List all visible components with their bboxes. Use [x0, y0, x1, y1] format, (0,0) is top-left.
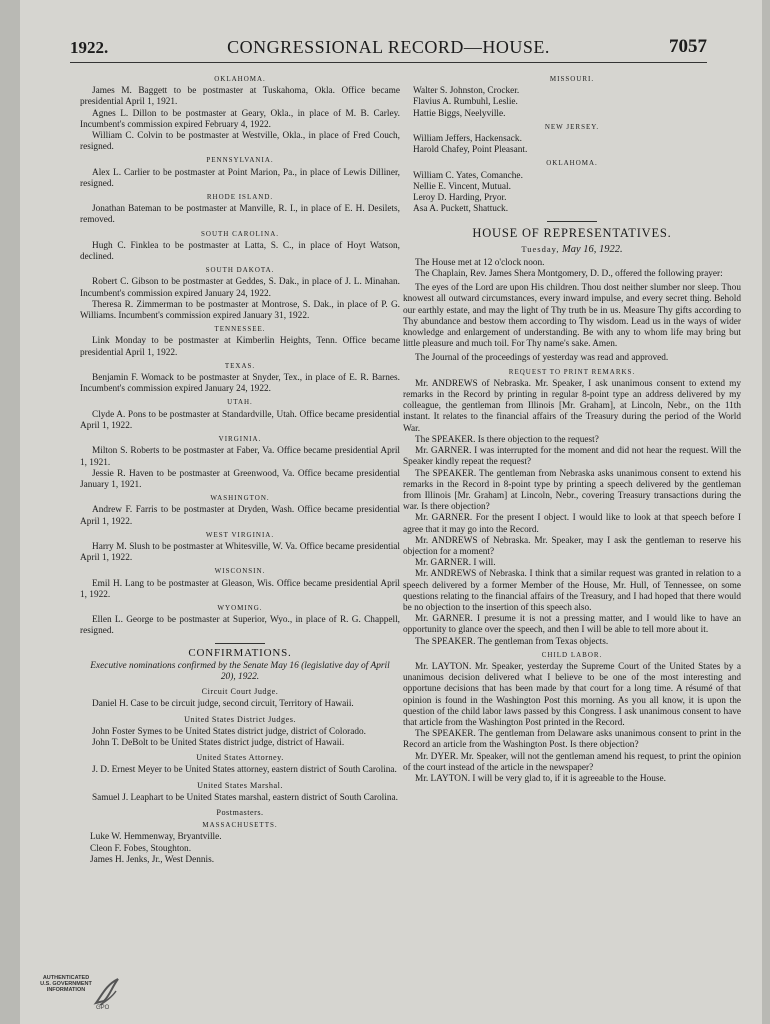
nomination-entry: Agnes L. Dillon to be postmaster at Geary, Okla., in place of M. B. Carley. Incumbent's commission expired February 4, 1922.: [80, 108, 400, 130]
gpo-authentication-text: AUTHENTICATED U.S. GOVERNMENT INFORMATION: [40, 975, 92, 993]
nomination-entry: Milton S. Roberts to be postmaster at Faber, Va. Office became presidential April 1, 1921.: [80, 446, 400, 468]
section-rule: [215, 643, 265, 644]
header-page-number: 7057: [669, 36, 707, 57]
session-date-text: May 16, 1922.: [561, 243, 623, 255]
header-title: CONGRESSIONAL RECORD—HOUSE.: [227, 37, 550, 57]
session-day: Tuesday,: [521, 243, 560, 254]
state-heading: WEST VIRGINIA.: [205, 530, 275, 539]
nomination-entry: Ellen L. George to be postmaster at Superior, Wyo., in place of R. G. Chappell, resigned.: [80, 615, 400, 637]
confirmations-heading: CONFIRMATIONS.: [188, 646, 292, 659]
state-heading: NEW JERSEY.: [544, 122, 600, 131]
nomination-entry: Theresa R. Zimmerman to be postmaster at Montrose, S. Dak., in place of P. G. Williams. Incumbent's commission expired January 31, 1922.: [80, 299, 400, 322]
office-heading: United States Marshal.: [197, 780, 283, 790]
confirmation-entry: Samuel J. Leaphart to be United States marshal, eastern district of South Carolina.: [92, 792, 398, 803]
state-heading: OKLAHOMA.: [546, 159, 598, 168]
state-heading: WYOMING.: [217, 603, 263, 612]
proceedings-paragraph: The House met at 12 o'clock noon.: [415, 257, 545, 268]
debate-paragraph: Mr. GARNER. I will.: [415, 558, 496, 569]
debate-paragraph: Mr. DYER. Mr. Speaker, will not the gentleman amend his request, to print the opinion of the court instead of the article in the newspaper?: [403, 751, 741, 773]
debate-paragraph: Mr. ANDREWS of Nebraska. Mr. Speaker, may I ask the gentleman to reserve his objection for a moment?: [403, 535, 741, 557]
debate-paragraph: The SPEAKER. The gentleman from Texas objects.: [415, 636, 609, 647]
gpo-authentication-logo: [40, 975, 125, 1019]
state-heading: WASHINGTON.: [210, 494, 270, 503]
prayer-text: The eyes of the Lord are upon His children. Thou dost neither slumber nor sleep. Thou knowest all outward circumstances, every inward impulse, and every secret thing. Behold our earthly estate, and may the light of Thy truth be in us. Measure Thy gifts according to Thy abundance and bestow them according to Thy wisdom. Lead us in the ways of wider knowledge and enlargement of understanding. Be with any to whom life may bring but little pleasure and much toil. For Thy name's sake. Amen.: [403, 283, 741, 350]
gpo-label: GPO: [96, 1005, 110, 1011]
postmaster-name: Flavius A. Rumbuhl, Leslie.: [413, 97, 518, 108]
debate-paragraph: Mr. GARNER. For the present I object. I would like to look at that speech before I agree that it may go into the Record.: [403, 513, 741, 535]
section-rule: [547, 221, 597, 222]
state-heading: SOUTH CAROLINA.: [201, 229, 279, 238]
postmaster-name: Cleon F. Fobes, Stoughton.: [90, 843, 192, 854]
postmaster-name: James H. Jenks, Jr., West Dennis.: [90, 854, 215, 865]
topic-heading: CHILD LABOR.: [541, 650, 603, 659]
nomination-entry: Jessie R. Haven to be postmaster at Greenwood, Va. Office became presidential January 1, 1921.: [80, 468, 400, 490]
proceedings-paragraph: The Journal of the proceedings of yesterday was read and approved.: [415, 353, 669, 364]
header-year: 1922.: [70, 38, 109, 57]
confirmation-entry: J. D. Ernest Meyer to be United States attorney, eastern district of South Carolina.: [92, 765, 397, 776]
state-heading: PENNSYLVANIA.: [206, 156, 274, 165]
nomination-entry: Robert C. Gibson to be postmaster at Geddes, S. Dak., in place of J. L. Minahan. Incumbent's commission expired January 24, 1922.: [80, 277, 400, 299]
nomination-entry: Jonathan Bateman to be postmaster at Manville, R. I., in place of E. H. Desilets, removed.: [80, 204, 400, 226]
topic-heading: REQUEST TO PRINT REMARKS.: [508, 367, 636, 376]
right-column: [403, 72, 741, 785]
nomination-entry: James M. Baggett to be postmaster at Tuskahoma, Okla. Office became presidential April 1, 1921.: [80, 86, 400, 108]
state-heading: MISSOURI.: [549, 75, 595, 83]
debate-paragraph: The SPEAKER. The gentleman from Nebraska asks unanimous consent to extend his remarks in the Record in 8-point type by printing a speech delivered by the gentleman from Illinois [Mr. Graham] at Lincoln, Nebr., covering Treasury transactions during the war. Is there objection?: [403, 468, 741, 513]
nomination-entry: William C. Colvin to be postmaster at Westville, Okla., in place of Fred Couch, resigned.: [80, 131, 400, 153]
office-heading: United States Attorney.: [196, 753, 284, 763]
confirmation-entry: John Foster Symes to be United States district judge, district of Colorado.: [92, 726, 366, 737]
nomination-entry: Andrew F. Farris to be postmaster at Dryden, Wash. Office became presidential April 1, 1922.: [80, 505, 400, 527]
office-heading: Circuit Court Judge.: [201, 687, 279, 697]
nomination-entry: Benjamin F. Womack to be postmaster at Snyder, Tex., in place of E. R. Barnes. Incumbent's commission expired January 24, 1922.: [80, 373, 400, 395]
state-heading: WISCONSIN.: [214, 567, 266, 576]
state-heading: SOUTH DAKOTA.: [205, 266, 275, 275]
session-date: [403, 244, 741, 255]
postmaster-name: William Jeffers, Hackensack.: [413, 134, 522, 145]
debate-paragraph: Mr. LAYTON. Mr. Speaker, yesterday the Supreme Court of the United States by a unanimous decision delivered what I believe to be one of the most interesting and opportune decisions that has been made by that court for a long time. A résumé of that opinion is found in the Washington Post this morning. As you all know, it is upon the question of the child labor laws passed by this Congress. I ask unanimous consent to have that article from the Washington Post printed in the Record.: [403, 661, 741, 728]
state-heading: UTAH.: [227, 398, 253, 407]
postmaster-name: Walter S. Johnston, Crocker.: [413, 86, 520, 97]
debate-paragraph: Mr. LAYTON. I will be very glad to, if it is agreeable to the House.: [415, 773, 666, 784]
state-heading: TENNESSEE.: [214, 325, 266, 334]
postmaster-name: William C. Yates, Comanche.: [413, 170, 523, 181]
state-heading: TEXAS.: [224, 361, 256, 370]
proceedings-paragraph: The Chaplain, Rev. James Shera Montgomery, D. D., offered the following prayer:: [415, 269, 723, 280]
postmaster-name: Luke W. Hemmenway, Bryantville.: [90, 832, 222, 843]
header-rule: [70, 62, 707, 63]
debate-paragraph: Mr. ANDREWS of Nebraska. Mr. Speaker, I ask unanimous consent to extend my remarks in the Record by printing in regular 8-point type an address delivered by my colleague, the gentleman from Illinois [Mr. Graham], at Lincoln, Nebr., on the 11th instant. It relates to the financial affairs of the Treasury during the period of the World War.: [403, 378, 741, 434]
nomination-entry: Hugh C. Finklea to be postmaster at Latta, S. C., in place of Hoyt Watson, declined.: [80, 240, 400, 263]
postmaster-name: Harold Chafey, Point Pleasant.: [413, 145, 528, 156]
page-header: [70, 36, 707, 62]
debate-paragraph: Mr. ANDREWS of Nebraska. I think that a similar request was granted in relation to a speech delivered by a former Member of the House, Mr. Hull, of Tennessee, on some questions relating to the financial affairs of the Treasury, and I had hoped that there would be no objection to the insertion of this speech also.: [403, 569, 741, 613]
nomination-entry: Clyde A. Pons to be postmaster at Standardville, Utah. Office became presidential April 1, 1922.: [80, 409, 400, 431]
postmaster-name: Leroy D. Harding, Pryor.: [413, 193, 507, 204]
nomination-entry: Alex L. Carlier to be postmaster at Point Marion, Pa., in place of Lewis Dilliner, resigned.: [80, 167, 400, 189]
state-heading: VIRGINIA.: [218, 435, 262, 444]
left-column: [80, 72, 400, 866]
document-page: [20, 0, 762, 1024]
office-heading: Postmasters.: [216, 807, 264, 817]
confirmations-subheading: Executive nominations confirmed by the Senate May 16 (legislative day of April 20), 1922.: [90, 660, 390, 682]
debate-paragraph: Mr. GARNER. I presume it is not a pressing matter, and I would like to have an opportunity to glance over the speech, and then I will be able to tell more about it.: [403, 614, 741, 636]
state-heading: MASSACHUSETTS.: [202, 821, 278, 830]
postmaster-name: Nellie E. Vincent, Mutual.: [413, 181, 511, 192]
confirmation-entry: Daniel H. Case to be circuit judge, second circuit, Territory of Hawaii.: [92, 699, 354, 710]
nomination-entry: Harry M. Slush to be postmaster at Whitesville, W. Va. Office became presidential April 1, 1922.: [80, 541, 400, 564]
debate-paragraph: Mr. GARNER. I was interrupted for the moment and did not hear the request. Will the Speaker kindly repeat the request?: [403, 446, 741, 468]
debate-paragraph: The SPEAKER. The gentleman from Delaware asks unanimous consent to print in the Record an article from the Washington Post. Is there objection?: [403, 729, 741, 751]
house-heading: HOUSE OF REPRESENTATIVES.: [472, 226, 672, 241]
postmaster-name: Hattie Biggs, Neelyville.: [413, 108, 506, 119]
nomination-entry: Emil H. Lang to be postmaster at Gleason, Wis. Office became presidential April 1, 1922.: [80, 578, 400, 600]
state-heading: OKLAHOMA.: [214, 75, 266, 83]
confirmation-entry: John T. DeBolt to be United States district judge, district of Hawaii.: [92, 737, 345, 748]
office-heading: United States District Judges.: [184, 714, 296, 724]
postmaster-name: Asa A. Puckett, Shattuck.: [413, 204, 509, 215]
debate-paragraph: The SPEAKER. Is there objection to the request?: [415, 434, 599, 445]
state-heading: RHODE ISLAND.: [206, 193, 274, 202]
nomination-entry: Link Monday to be postmaster at Kimberlin Heights, Tenn. Office became presidential April 1, 1922.: [80, 336, 400, 358]
